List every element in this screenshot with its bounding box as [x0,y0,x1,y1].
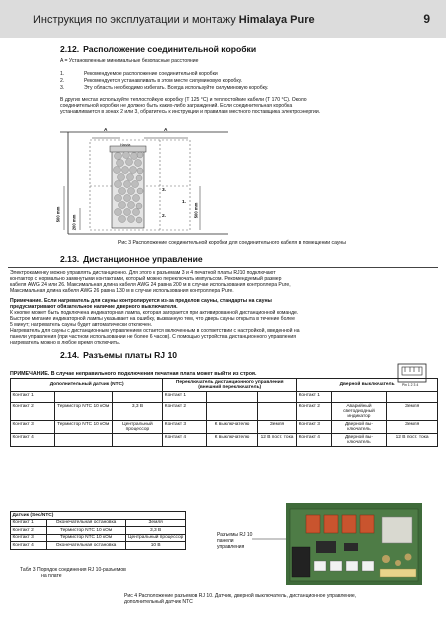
label-a2: A [164,128,168,133]
page-number: 9 [423,12,430,26]
section-213-heading: 2.13. Дистанционное управление [60,254,203,264]
table-row: Контакт 1 Оконечательная остановка Земля [11,519,186,527]
diagram-drawing [60,126,228,236]
dim-200: 200 mm [71,214,77,231]
section-212-paragraph: В других местах используйте теплостойкую коробку (Т 125 °С) и теплостойкие кабели (Т 170 °С). Около соединительной коробки не должно быть каких-либо заграждений. Если соединительная коробка устанавливается в зонах 2 или 3, обратитесь к инструкции и правилам местного поставщика электроэнергии. [60,97,321,116]
dim-500-left: 500 mm [55,206,61,223]
figure-4-caption: Рис 4 Расположение разъемов RJ 10. Датчик, дверной выключатель, дистанционное управление, дополнительный датчик NTC [124,593,357,606]
circuit-board-photo [286,503,422,585]
table-3-caption: Табл 3 Порядок соединения RJ 10-разъемов на плате [20,567,126,580]
section-213-paragraph-2: К кнопке может быть подключена индикаторная лампа, которая загорается при активированной дистанционной команде. Быстрое мигание индикаторной лампы указывает на ошибку, вызванную тем, что дверь сауны открыта в течение более 5 минут; нагреватель сауны будет автоматически отключен. Нагреватель для сауны с дистанционным управлением остается включенным в соответствии с настройкой, введенной на панели управления (при частном использовании не более 6 часов). С помощью устройства дистанционного управления нагреватель можно в любое время отключить. [10,310,300,347]
label-a1: A [104,128,108,133]
table-header-door: Дверной выключатель [297,379,438,392]
list-item: 3. Эту область необходимо избегать. Всегда используйте силуминовую коробку. [60,85,269,91]
dim-500-right: 500 mm [193,202,199,219]
section-213-note: Примечание. Если нагреватель для сауны контролируется из-за пределов сауны, стандарты на сауны предусматривают обязательное наличие дверного выключателя. [10,298,272,311]
sensor-table-header: Датчик (Sec/NTC) [11,512,186,520]
divider [8,267,438,268]
section-212-heading: 2.12. Расположение соединительной коробки [60,44,257,54]
section-214-heading: 2.14. Разъемы платы RJ 10 [60,350,177,360]
connector-table [10,378,438,447]
table-row: Контакт 2 Термистор NTC 10 кОм 3,3 В Контакт 2 Контакт 2 Аварийный светодиодный индикатор Земля [11,403,438,421]
header-title: Инструкция по эксплуатации и монтажу Himalaya Pure [33,14,315,26]
label-zone-2: 2. [162,214,167,219]
figure-3-caption: Рис 3 Расположение соединительной коробки для соединительного кабеля в помещении сауны [118,240,346,246]
table-header-ntc: Дополнительный датчик (NTC) [11,379,163,392]
heater-brand: Harvia [120,143,131,147]
sensor-table [10,511,186,550]
connector-pins: Pin 1 2 3 4 [402,383,419,387]
section-213-paragraph-1: Электрокаменку можно управлять дистанционно. Для этого к разъемам 3 и 4 печатной платы RJ10 подключают контактор с нормально замкнутыми контактами, который можно переключать импульсом. Рекомендуемый размер кабеля AWG 24 или 26. Максимальная длина кабеля AWG 24 равна 200 м в случае использования контроллера Pure, Максимальная длина кабеля AWG 26 равна 130 м в случае использования контроллера Pure. [10,270,291,295]
photo-label: Разъемы RJ 10 панели управления [217,532,253,550]
table-header-remote: Переключатель дистанционного управления (внешний переключатель) [163,379,297,392]
table-row: Контакт 3 Термистор NTC 10 кОм Центральный процессор Контакт 3 К выключателю Земля Контакт 3 Дверной вы-ключатель Земля [11,421,438,434]
junction-box-diagram [55,126,228,236]
table-row: Контакт 1 Контакт 1 Контакт 1 [11,392,438,403]
table-row: Контакт 3 Термистор NTC 10 кОм Центральный процессор [11,534,186,542]
table-row: Контакт 4 Оконечательная остановка 10 В [11,542,186,550]
section-212-legend: A = Установленные минимальные безопасные расстояние [60,58,199,64]
list-item: 2. Рекомендуется устанавливать в этом месте силуминовую коробку. [60,78,243,84]
list-item: 1. Рекомендуемое расположение соединительной коробки [60,71,218,77]
label-zone-1: 1. [182,200,187,205]
label-zone-3: 3. [162,188,167,193]
header-brand: Himalaya Pure [238,14,315,26]
page-header [0,0,446,38]
table-row: Контакт 4 Контакт 4 К выключателю 12 В пост. тока Контакт 4 Дверной вы-ключатель 12 В пост. тока [11,434,438,447]
section-214-note: ПРИМЕЧАНИЕ. В случае неправильного подключения печатная плата может выйти из строя. [10,371,257,377]
table-row: Контакт 2 Термистор NTC 10 кОм 3,3 В [11,527,186,535]
